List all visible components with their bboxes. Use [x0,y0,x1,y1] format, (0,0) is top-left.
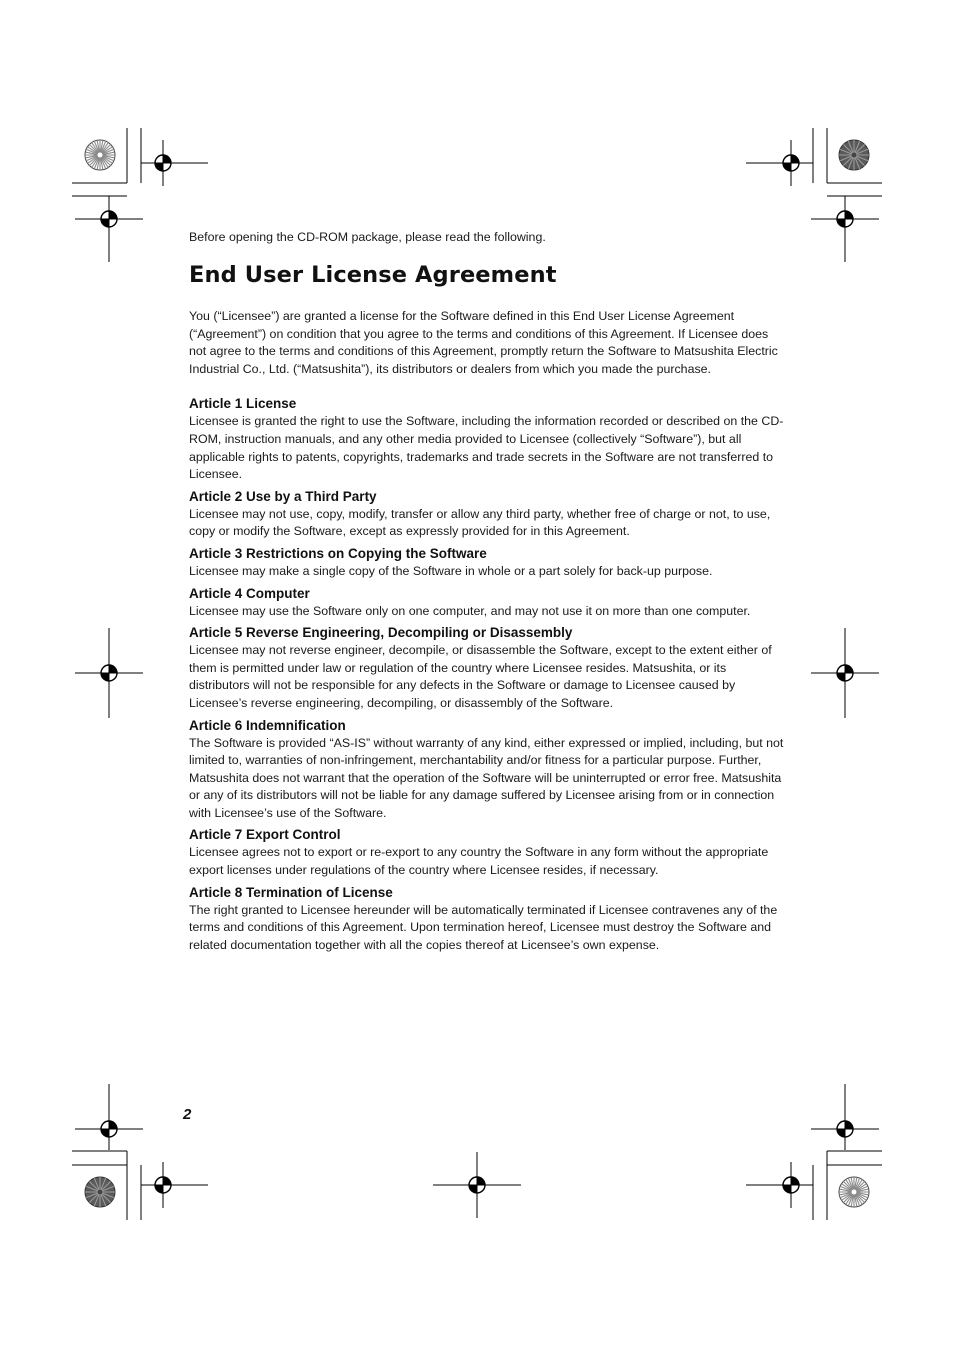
registration-crosshair-icon [783,1177,799,1193]
registration-crosshair-icon [101,211,117,227]
article-heading: Article 5 Reverse Engineering, Decompiling or Disassembly [189,625,573,641]
article-body: Licensee may make a single copy of the Software in whole or a part solely for back-up purpose. [189,563,713,578]
article-2 [189,488,787,541]
article-body: The Software is provided “AS-IS” without warranty of any kind, either expressed or implied, including, but not limited to, warranties of non-infringement, merchantability and/or fitness for a particular purpose. Further, Matsushita does not warrant that the operation of the Software will be uninterrupted or error free. Matsushita or any of its distributors will not be liable for any damage suffered by Licensee arising from or in connection with Licensee’s use of the Software. [189,735,784,820]
registration-crosshair-icon [155,1177,171,1193]
articles-list [189,395,787,954]
page-number: 2 [183,1106,192,1123]
article-6 [189,717,787,823]
color-wheel-icon [85,1177,115,1207]
registration-crosshair-icon [155,155,171,171]
registration-crosshair-icon [101,1121,117,1137]
article-heading: Article 6 Indemnification [189,717,346,733]
article-heading: Article 3 Restrictions on Copying the Software [189,545,487,561]
article-body: The right granted to Licensee hereunder will be automatically terminated if Licensee contravenes any of the terms and conditions of this Agreement. Upon termination hereof, Licensee must destroy the Software and related documentation together with all the copies thereof at Licensee’s own expense. [189,902,778,952]
color-wheel-icon [839,1177,869,1207]
article-body: Licensee may not use, copy, modify, transfer or allow any third party, whether free of charge or not, to use, copy or modify the Software, except as expressly provided for in this Agreement. [189,506,771,539]
registration-crosshair-icon [837,665,853,681]
article-body: Licensee is granted the right to use the Software, including the information recorded or described on the CD-ROM, instruction manuals, and any other media provided to Licensee (collectively “Software”), but all applicable rights to patents, copyrights, trademarks and trade secrets in the Software are not transferred to Licensee. [189,414,784,482]
preamble-paragraph: You (“Licensee”) are granted a license for the Software defined in this End User License Agreement (“Agreement”) on condition that you agree to the terms and conditions of this Agreement. If Licensee does not agree to the terms and conditions of this Agreement, promptly return the Software to Matsushita Electric Industrial Co., Ltd. (“Matsushita”), its distributors or dealers from which you made the purchase. [189,309,778,376]
article-heading: Article 2 Use by a Third Party [189,488,377,504]
article-5 [189,624,787,712]
article-body: Licensee may use the Software only on one computer, and may not use it on more than one computer. [189,603,751,618]
article-4 [189,585,787,621]
article-heading: Article 7 Export Control [189,827,341,843]
color-wheel-icon [839,140,869,170]
page-title: End User License Agreement [189,262,557,288]
article-3 [189,545,787,581]
intro-line: Before opening the CD-ROM package, please read the following. [189,230,546,244]
article-1 [189,395,787,483]
article-heading: Article 1 License [189,396,297,412]
registration-crosshair-icon [469,1177,485,1193]
registration-crosshair-icon [783,155,799,171]
article-body: Licensee agrees not to export or re-export to any country the Software in any form without the appropriate export licenses under regulations of the country where Licensee resides, if necessary. [189,845,769,878]
registration-crosshair-icon [837,1121,853,1137]
document-content [189,229,787,958]
article-heading: Article 8 Termination of License [189,884,393,900]
registration-crosshair-icon [101,665,117,681]
article-8 [189,884,787,955]
registration-crosshair-icon [837,211,853,227]
article-7 [189,826,787,879]
article-body: Licensee may not reverse engineer, decompile, or disassemble the Software, except to the extent either of them is permitted under law or regulation of the country where Licensee resides. Matsushita, or its distributors will not be responsible for any defects in the Software or damage to Licensee caused by Licensee’s reverse engineering, decompiling, or disassembly of the Software. [189,643,772,710]
color-wheel-icon [85,140,115,170]
article-heading: Article 4 Computer [189,585,310,601]
